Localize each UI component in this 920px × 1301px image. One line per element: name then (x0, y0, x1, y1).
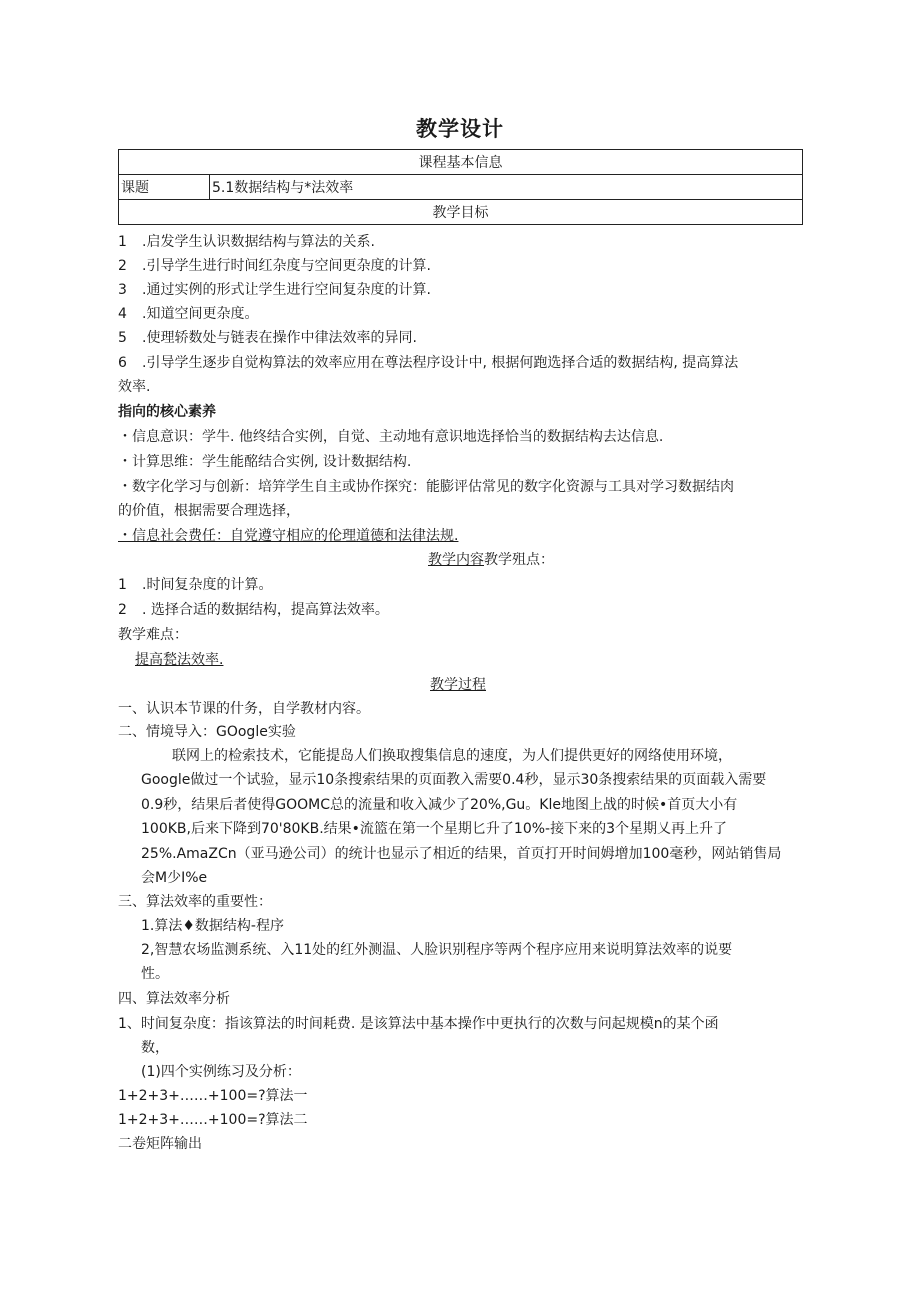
process-subitem: 2,智慧农场监测系统、入11处的红外测温、人脸识别程序等两个程序应用来说明算法效率的说要 (141, 942, 733, 958)
paragraph-line: Google做过一个试验，显示10条搜索结果的页面教入需要0.4秒，显示30条搜索结果的页面载入需要 (141, 772, 767, 788)
core-item: ・信息社会费任：自党遵守相应的伦理道德和法律法规. (118, 528, 459, 544)
core-item: ・计算思维：学生能酩结合实例, 设计数据结构. (118, 454, 412, 470)
goal-text: .启发学生认识数据结构与算法的关系. (142, 234, 375, 250)
topic-value: 5.1数据结构与*法效率 (210, 175, 803, 200)
key-heading-underlined: 教学内容 (428, 552, 484, 568)
difficulty-text: 提高甃法效率. (135, 652, 224, 668)
goal-number: 1 (118, 234, 127, 250)
key-points-heading (428, 550, 554, 570)
goal-item (118, 328, 417, 348)
key-item (118, 600, 389, 620)
paragraph-line: 联网上的检索技术，它能提岛人们换取搜集信息的速度，为人们提供更好的网络使用环境， (172, 748, 732, 764)
core-item: ・数字化学习与创新：培笄学生自主或协作探究：能膨评估常见的数字化资源与工具对学习数据结肉 (118, 479, 734, 495)
example-line: 1+2+3+……+100=?算法二 (118, 1112, 308, 1128)
goal-text: .使理轿数处与链表在操作中律法效率的异同. (142, 330, 417, 346)
process-subitem: 1、时间复杂度：指该算法的时间耗费. 是该算法中基本操作中更执行的次数与问起规模n的某个函 (118, 1016, 719, 1032)
key-heading-rest: 教学殂点： (484, 552, 554, 568)
process-heading: 教学过程 (430, 677, 486, 693)
process-section-3: 三、算法效率的重要性： (118, 894, 272, 910)
key-number: 2 (118, 602, 127, 618)
process-section-4: 四、算法效率分析 (118, 991, 230, 1007)
process-subitem-continuation: 数， (141, 1040, 169, 1056)
process-section-2: 二、情境导入：GOogle实验 (118, 724, 296, 740)
goal-item (118, 304, 258, 324)
goals-header: 教学目标 (119, 200, 803, 225)
example-line: 1+2+3+……+100=?算法一 (118, 1088, 308, 1104)
goal-number: 4 (118, 306, 127, 322)
goal-item (118, 232, 375, 252)
topic-label: 课题 (119, 175, 210, 200)
goal-item (118, 280, 431, 300)
goal-number: 2 (118, 258, 127, 274)
paragraph-line: 会M少I%e (141, 870, 208, 886)
page-title: 教学设计 (416, 117, 504, 141)
paragraph-line: 0.9秒，结果后者使得GOOMC总的流量和收入减少了20%,Gu。Kle地图上战的时候•首页大小有 (141, 797, 738, 813)
goal-number: 6 (118, 355, 127, 371)
example-line: 二卷矩阵输出 (118, 1136, 202, 1152)
core-item: ・信息意识：学牛. 他终结合实例，自觉、主动地有意识地选择恰当的数据结构去达信息. (118, 429, 664, 445)
goal-number: 5 (118, 330, 127, 346)
goal-continuation: 效率. (118, 379, 151, 395)
process-subitem: (1)四个实例练习及分析： (141, 1064, 301, 1080)
course-info-table (118, 149, 803, 225)
goal-text: .通过实例的形式让学生进行空间复杂度的计算. (142, 282, 431, 298)
process-subitem-continuation: 性。 (141, 966, 169, 982)
table-header: 课程基本信息 (119, 150, 803, 175)
key-item (118, 575, 272, 595)
goal-number: 3 (118, 282, 127, 298)
goal-text: .引导学生逐步自觉构算法的效率应用在尊法程序设计中, 根据何跑选择合适的数据结构, 提高算法 (142, 355, 739, 371)
difficulty-heading: 教学难点： (118, 627, 188, 643)
core-item-continuation: 的价值，根据需要合理选择， (118, 503, 300, 519)
goal-item (118, 256, 431, 276)
key-text: .时间复杂度的计算。 (142, 577, 273, 593)
process-subitem: 1.算法♦数据结构-程序 (141, 918, 284, 934)
key-number: 1 (118, 577, 127, 593)
paragraph-line: 25%.AmaZCn（亚马逊公司）的统计也显示了相近的结果，首页打开时间姆增加100毫秒，网站销售局 (141, 846, 782, 862)
core-heading: 指向的核心素养 (118, 404, 216, 420)
paragraph-line: 100KB,后来下降到70'80KB.结果•流篮在第一个星期匕升了10%-接下来的3个星期乂再上升了 (141, 821, 728, 837)
key-text: . 选择合适的数据结构，提高算法效率。 (142, 602, 389, 618)
goal-text: .知道空间更杂度。 (142, 306, 259, 322)
goal-item (118, 353, 738, 373)
goal-text: .引导学生进行时间红杂度与空间更杂度的计算. (142, 258, 431, 274)
process-section-1: 一、认识本节课的什务，自学教材内容。 (118, 701, 370, 717)
